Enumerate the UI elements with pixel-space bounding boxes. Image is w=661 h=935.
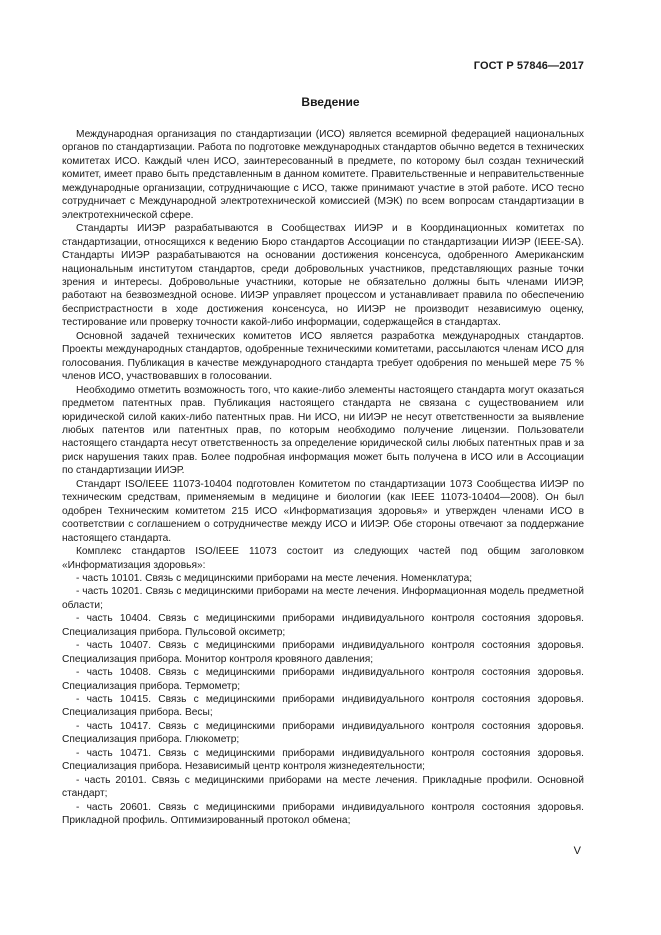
document-header: ГОСТ Р 57846—2017 <box>473 60 584 72</box>
document-body <box>62 128 584 828</box>
paragraph-series-intro: Комплекс стандартов ISO/IEEE 11073 состоит из следующих частей под общим заголовком «Информатизация здоровья»: <box>62 546 584 571</box>
list-item: - часть 20601. Связь с медицинскими приборами индивидуального контроля состояния здоровья. Прикладной профиль. Оптимизированный протокол обмена; <box>62 801 584 827</box>
paragraph-standard-origin: Стандарт ISO/IEEE 11073-10404 подготовлен Комитетом по стандартизации 1073 Сообщества ИИЭР по техническим средствам, применяемым в медицине и биологии (как IEEE 11073-10404—2008). Он был одобрен Техническим комитетом 215 ИСО «Информатизация здоровья» и утвержден членами ИСО в соответствии с соглашением о сотрудничестве между ИСО и ИИЭР. Обе стороны отвечают за поддержание настоящего стандарта. <box>62 478 584 544</box>
paragraph-ieee-standards: Стандарты ИИЭР разрабатываются в Сообществах ИИЭР и в Координационных комитетах по стандартизации, относящихся к ведению Бюро стандартов Ассоциации по стандартизации ИИЭР (IEEE-SA). Стандарты ИИЭР разрабатываются на основании достижения консенсуса, одобренного Американским национальным институтом стандартов, среди добровольных участников, представляющих разные точки зрения и интересы. Добровольные участники, которые не обязательно должны быть членами ИИЭР, работают на безвозмездной основе. ИИЭР управляет процессом и устанавливает правила по обеспечению беспристрастности в ходе достижения консенсуса, но ИИЭР не производит независимую оценку, тестирование или проверку точности какой-либо информации, содержащейся в стандартах. <box>62 223 584 329</box>
list-item: - часть 20101. Связь с медицинскими приборами на месте лечения. Прикладные профили. Основной стандарт; <box>62 774 584 800</box>
list-item: - часть 10201. Связь с медицинскими приборами на месте лечения. Информационная модель предметной области; <box>62 586 584 611</box>
section-title: Введение <box>301 95 360 109</box>
list-item: - часть 10417. Связь с медицинскими приборами индивидуального контроля состояния здоровья. Специализация прибора. Глюкометр; <box>62 720 584 746</box>
list-item: - часть 10404. Связь с медицинскими приборами индивидуального контроля состояния здоровья. Специализация прибора. Пульсовой оксиметр; <box>62 613 584 638</box>
paragraph-iso-task: Основной задачей технических комитетов ИСО является разработка международных стандартов. Проекты международных стандартов, одобренные техническими комитетами, рассылаются членам ИСО для голосования. Публикация в качестве международного стандарта требует одобрения по меньшей мере 75 % членов ИСО, участвовавших в голосовании. <box>62 330 584 383</box>
list-item: - часть 10415. Связь с медицинскими приборами индивидуального контроля состояния здоровья. Специализация прибора. Весы; <box>62 694 584 719</box>
list-item: - часть 10471. Связь с медицинскими приборами индивидуального контроля состояния здоровья. Специализация прибора. Независимый центр контроля жизнедеятельности; <box>62 747 584 773</box>
paragraph-patent-rights: Необходимо отметить возможность того, что какие-либо элементы настоящего стандарта могут оказаться предметом патентных прав. Публикация настоящего стандарта не связана с существованием или юридической силой каких-либо патентных прав. Ни ИСО, ни ИИЭР не несут ответственности за выявление любых патентов или патентных прав, по которым необходимо получение лицензии. Пользователи настоящего стандарта несут ответственность за определение юридической силы любых патентных прав и за риск нарушения таких прав. Более подробная информация может быть получена в ИСО или в Ассоциации по стандартизации ИИЭР. <box>62 384 584 477</box>
list-item: - часть 10101. Связь с медицинскими приборами на месте лечения. Номенклатура; <box>76 572 473 584</box>
list-item: - часть 10407. Связь с медицинскими приборами индивидуального контроля состояния здоровья. Специализация прибора. Монитор контроля кровяного давления; <box>62 640 584 665</box>
page-number: V <box>573 845 581 857</box>
paragraph-iso-intro: Международная организация по стандартизации (ИСО) является всемирной федерацией национальных органов по стандартизации. Работа по подготовке международных стандартов обычно ведется в технических комитетах ИСО. Каждый член ИСО, заинтересованный в предмете, по которому был создан технический комитет, имеет право быть представленным в данном комитете. Правительственные и неправительственные международные организации, сотрудничающие с ИСО, также принимают участие в этой работе. ИСО тесно сотрудничает с Международной электротехнической комиссией (МЭК) по всем вопросам стандартизации в электротехнической сфере. <box>62 129 584 221</box>
list-item: - часть 10408. Связь с медицинскими приборами индивидуального контроля состояния здоровья. Специализация прибора. Термометр; <box>62 667 584 692</box>
